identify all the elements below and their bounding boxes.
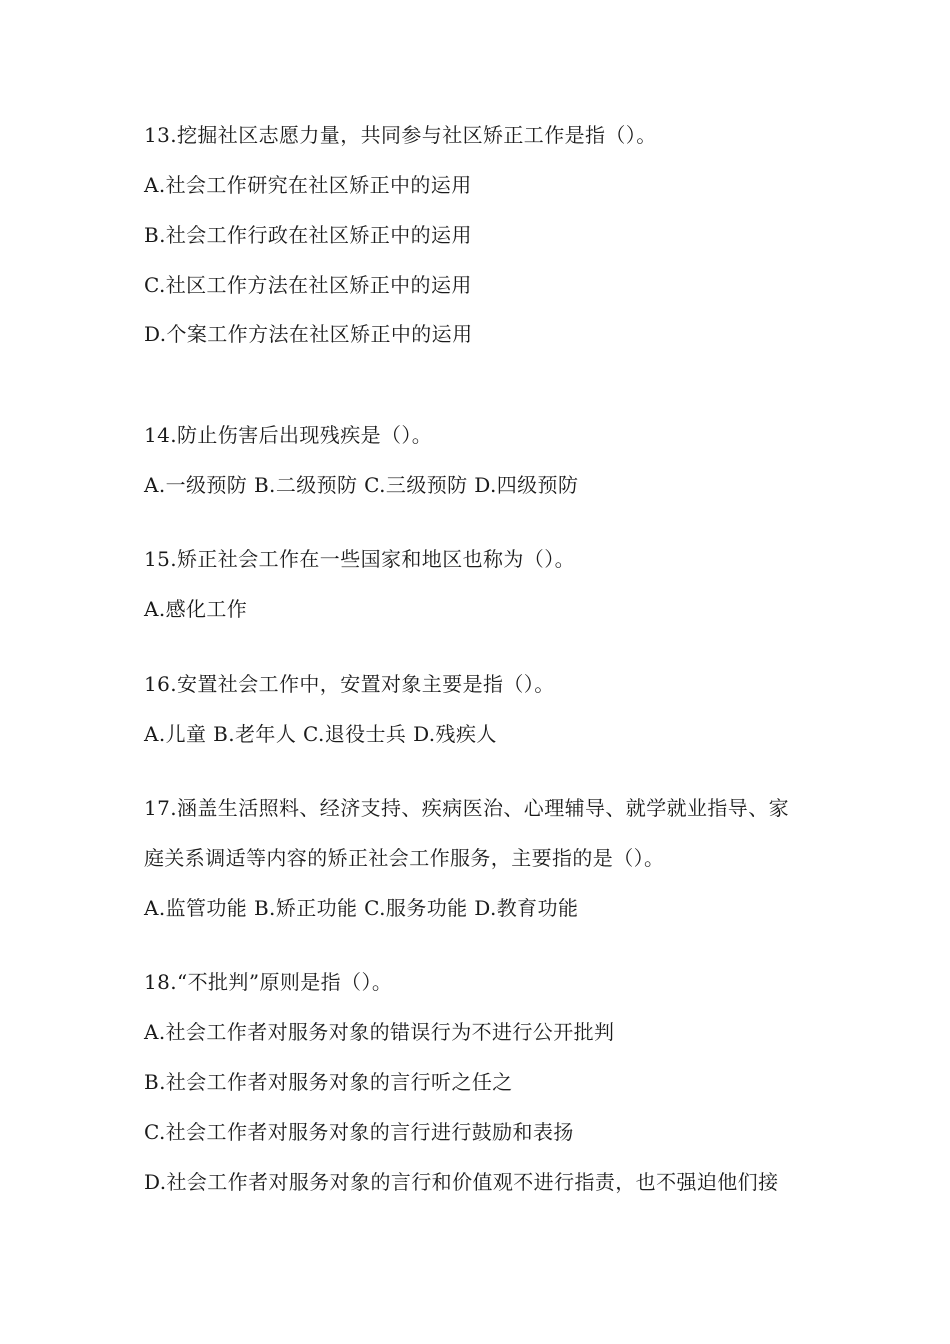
- question-15-stem: 15.矫正社会工作在一些国家和地区也称为（）。: [144, 547, 576, 571]
- question-18-option-c: C.社会工作者对服务对象的言行进行鼓励和表扬: [144, 1120, 574, 1144]
- question-13-option-d: D.个案工作方法在社区矫正中的运用: [144, 322, 473, 346]
- question-13-option-b: B.社会工作行政在社区矫正中的运用: [144, 223, 472, 247]
- question-18-option-b: B.社会工作者对服务对象的言行听之任之: [144, 1070, 513, 1094]
- question-14-stem: 14.防止伤害后出现残疾是（）。: [144, 423, 433, 447]
- question-17-options: A.监管功能 B.矫正功能 C.服务功能 D.教育功能: [144, 896, 579, 920]
- question-13-option-c: C.社区工作方法在社区矫正中的运用: [144, 273, 472, 297]
- question-16-options: A.儿童 B.老年人 C.退役士兵 D.残疾人: [144, 722, 497, 746]
- question-16-stem: 16.安置社会工作中，安置对象主要是指（）。: [144, 672, 555, 696]
- question-13-option-a: A.社会工作研究在社区矫正中的运用: [144, 173, 472, 197]
- question-18-option-d: D.社会工作者对服务对象的言行和价值观不进行指责，也不强迫他们接: [144, 1170, 779, 1194]
- question-14-options: A.一级预防 B.二级预防 C.三级预防 D.四级预防: [144, 473, 579, 497]
- question-18-option-a: A.社会工作者对服务对象的错误行为不进行公开批判: [144, 1020, 615, 1044]
- question-17-stem-line-2: 庭关系调适等内容的矫正社会工作服务，主要指的是（）。: [144, 846, 665, 870]
- question-18-stem: 18.“不批判”原则是指（）。: [144, 970, 393, 994]
- question-15-option-a: A.感化工作: [144, 597, 248, 621]
- question-13-stem: 13.挖掘社区志愿力量，共同参与社区矫正工作是指（）。: [144, 123, 657, 147]
- question-17-stem-line-1: 17.涵盖生活照料、经济支持、疾病医治、心理辅导、就学就业指导、家: [144, 796, 790, 820]
